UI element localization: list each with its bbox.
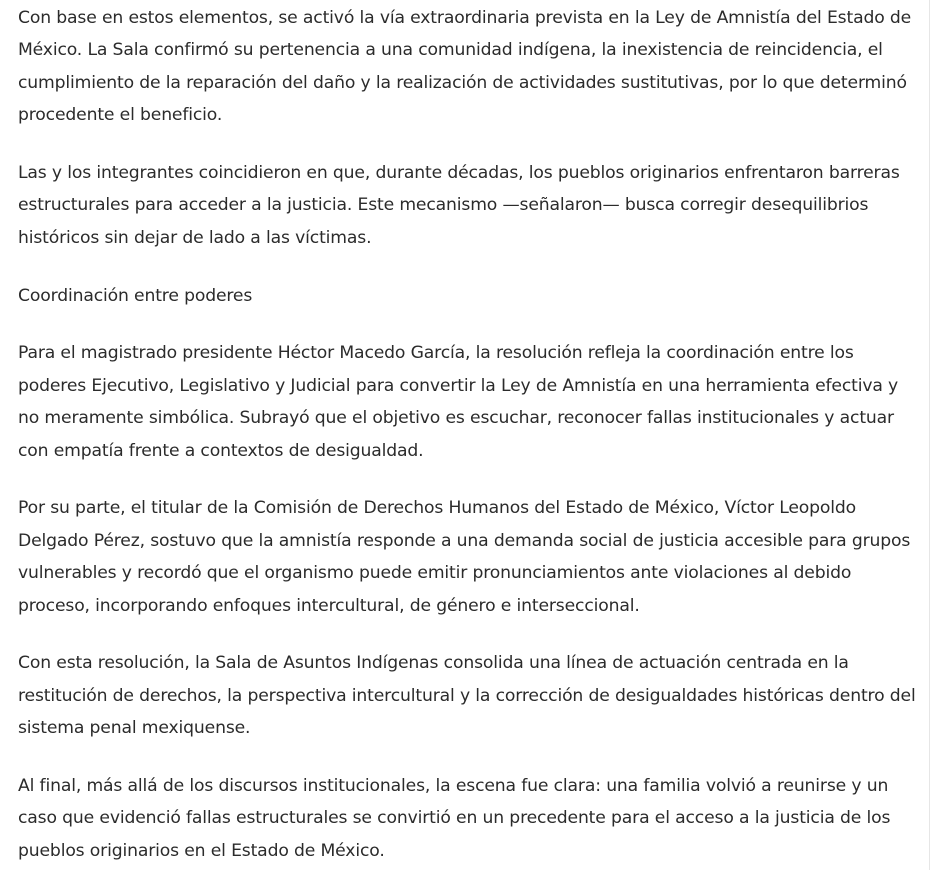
section-subheading: Coordinación entre poderes xyxy=(18,285,253,306)
paragraph-sala-asuntos-indigenas: Con esta resolución, la Sala de Asuntos Indígenas consolida una línea de actuación centrada en la restitución de derechos, la perspectiva intercultural y la corrección de desigualdades históricas dentro del sistema penal mexiquense. xyxy=(18,653,916,739)
paragraph-comision-derechos-humanos: Por su parte, el titular de la Comisión de Derechos Humanos del Estado de México, Víctor Leopoldo Delgado Pérez, sostuvo que la amnistía responde a una demanda social de justicia accesible para grupos vulnerables y recordó que el organismo puede emitir pronunciamientos ante violaciones al debido proceso, incorporando enfoques intercultural, de género e interseccional. xyxy=(18,498,911,616)
article-body xyxy=(18,2,924,893)
paragraph-magistrado-presidente: Para el magistrado presidente Héctor Macedo García, la resolución refleja la coordinación entre los poderes Ejecutivo, Legislativo y Judicial para convertir la Ley de Amnistía en una herramienta efectiva y no meramente simbólica. Subrayó que el objetivo es escuchar, reconocer fallas institucionales y actuar con empatía frente a contextos de desigualdad. xyxy=(18,343,899,461)
paragraph-pueblos-originarios: Las y los integrantes coincidieron en que, durante décadas, los pueblos originarios enfrentaron barreras estructurales para acceder a la justicia. Este mecanismo —señalaron— busca corregir desequilibrios históricos sin dejar de lado a las víctimas. xyxy=(18,163,900,248)
paragraph-amnistia-beneficio: Con base en estos elementos, se activó la vía extraordinaria prevista en la Ley de Amnistía del Estado de México. La Sala confirmó su pertenencia a una comunidad indígena, la inexistencia de reincidencia, el cumplimiento de la reparación del daño y la realización de actividades sustitutivas, por lo que determinó procedente el beneficio. xyxy=(18,8,912,126)
paragraph-conclusion: Al final, más allá de los discursos institucionales, la escena fue clara: una familia volvió a reunirse y un caso que evidenció fallas estructurales se convirtió en un precedente para el acceso a la justicia de los pueblos originarios en el Estado de México. xyxy=(18,776,891,861)
page-border-divider xyxy=(929,0,930,870)
